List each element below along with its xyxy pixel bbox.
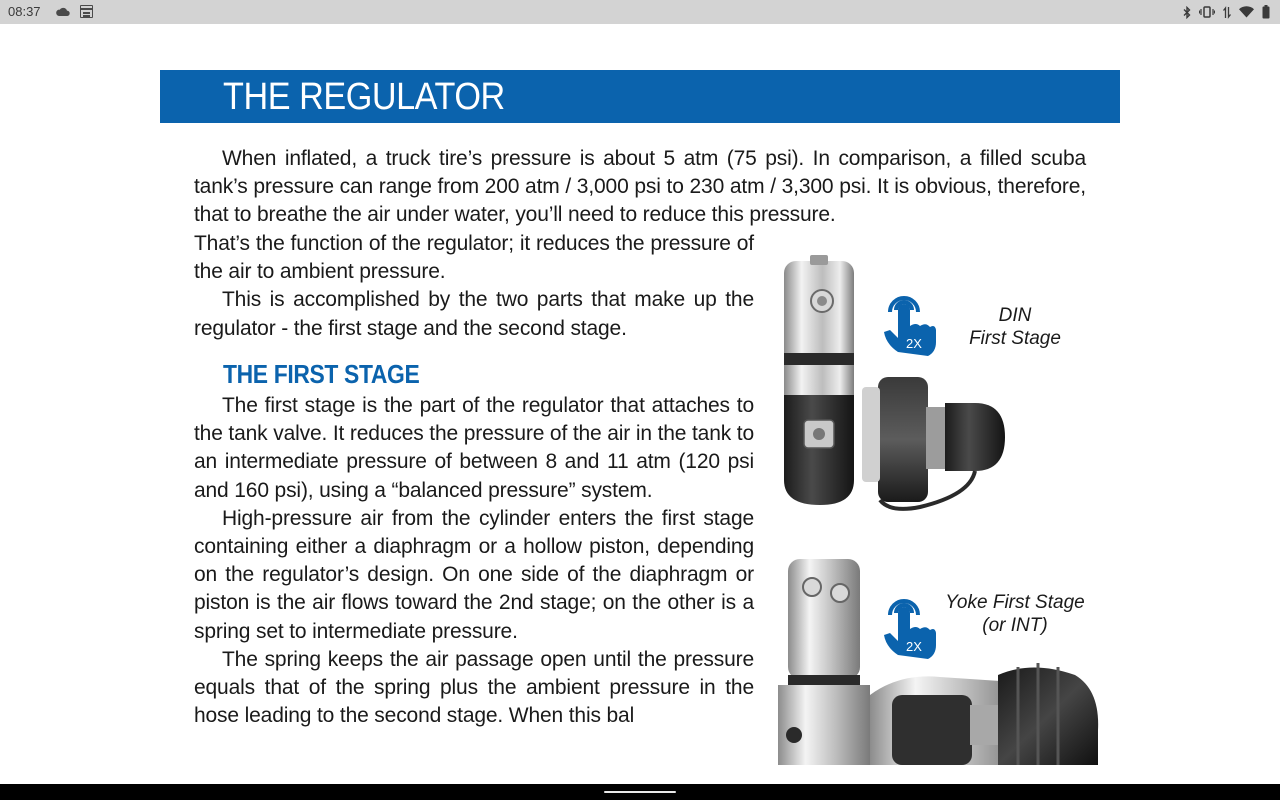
paragraph: The first stage is the part of the regulator that attaches to the tank valve. It reduces the pressure of the air in the tank to an intermediate pressure of between 8 and 11 atm (120 psi and 160 psi), using a “balanced pressure” system. [194,394,754,502]
section-heading: THE FIRST STAGE [223,359,420,389]
vibrate-icon [1199,6,1215,18]
figure-caption [930,304,1100,350]
caption-line: First Stage [969,328,1061,349]
intro-text [194,145,1086,230]
navigation-bar [0,784,1280,800]
double-tap-icon[interactable] [878,282,938,357]
wifi-icon [1239,6,1254,18]
paragraph: High-pressure air from the cylinder enters the first stage containing either a diaphragm or a hollow piston, depending on the regulator’s design. On one side of the diaphragm or piston is the air flows toward the 2nd stage; on the other is a spring set to intermediate pressure. [194,506,754,643]
yoke-first-stage-image[interactable] [770,555,1110,765]
status-icons [1183,4,1270,20]
page-title: THE REGULATOR [223,76,505,118]
first-stage-text [194,392,754,730]
tap-count-label: 2X [906,639,922,654]
tap-count-label: 2X [906,336,922,351]
paragraph: This is accomplished by the two parts that make up the regulator - the first stage and the second stage. [194,288,754,340]
caption-line: (or INT) [982,615,1048,636]
caption-line: DIN [998,305,1032,326]
chapter-header [160,70,1120,123]
caption-line: Yoke First Stage [945,592,1085,613]
paragraph: That’s the function of the regulator; it reduces the pressure of the air to ambient pressure. [194,232,754,284]
calendar-icon [80,5,93,18]
double-tap-icon[interactable] [878,585,938,660]
battery-icon [1262,5,1270,19]
home-gesture-handle[interactable] [604,791,676,793]
intro-continued-text [194,230,754,343]
figure-caption [930,591,1100,637]
cloud-icon [55,7,70,16]
bluetooth-icon [1183,6,1191,19]
data-arrows-icon [1223,6,1231,19]
status-time: 08:37 [8,4,41,19]
paragraph: The spring keeps the air passage open until the pressure equals that of the spring plus the ambient pressure in the hose leading to the second stage. When this bal [194,647,754,728]
paragraph: When inflated, a truck tire’s pressure is about 5 atm (75 psi). In comparison, a filled scuba tank’s pressure can range from 200 atm / 3,000 psi to 230 atm / 3,300 psi. It is obvious, therefore, that to breathe the air under water, you’ll need to reduce this pressure. [194,147,1086,227]
status-bar [0,0,1280,24]
